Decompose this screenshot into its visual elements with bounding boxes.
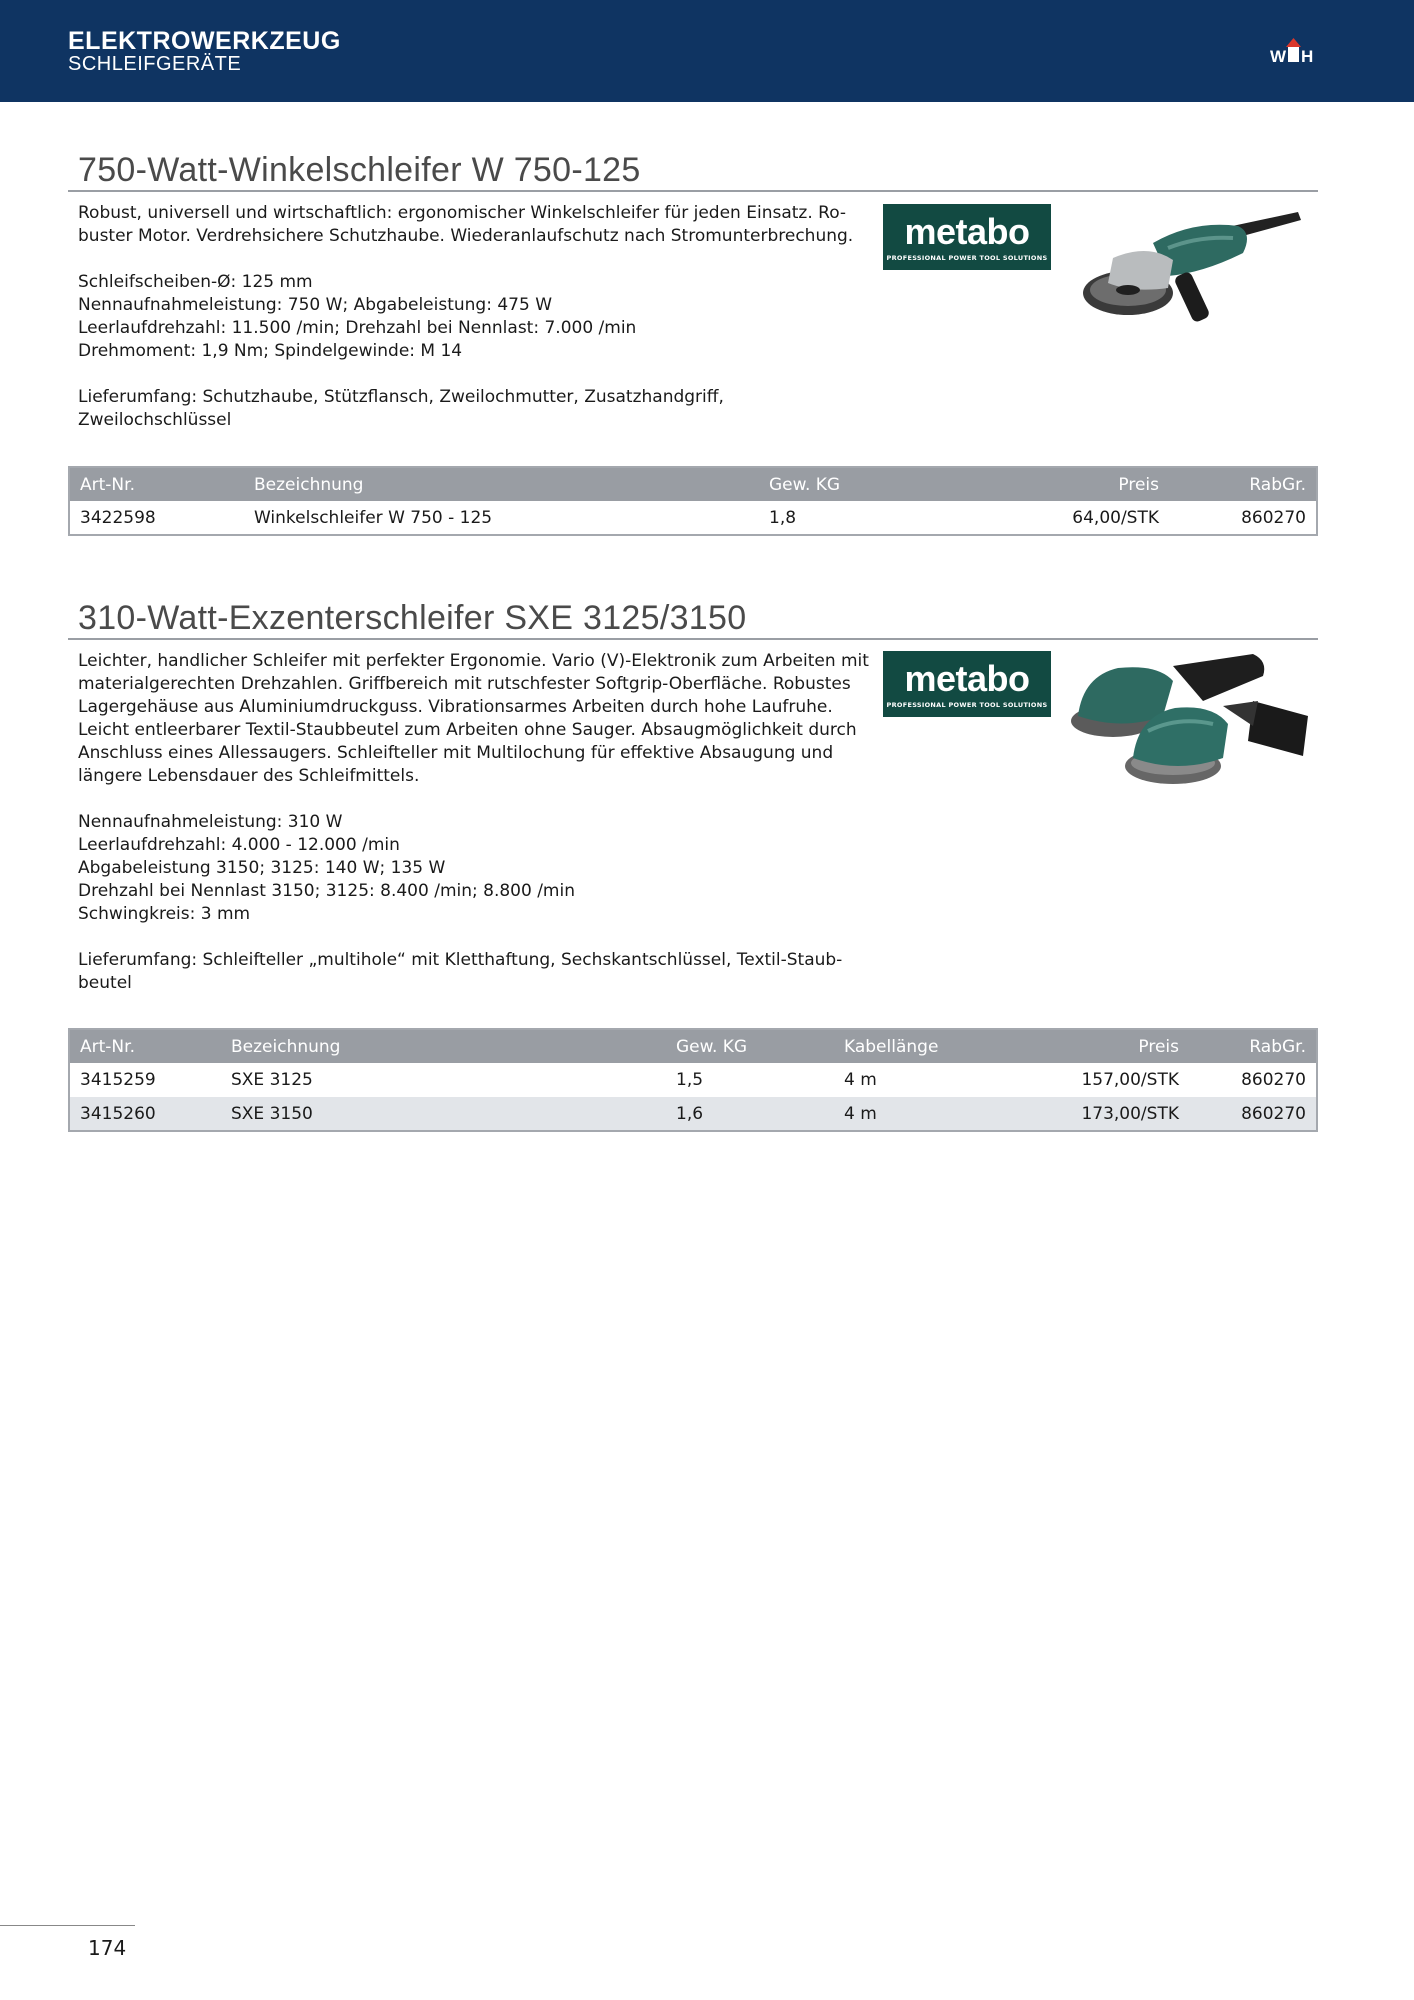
header-gewicht: Gew. KG [759, 467, 999, 501]
table-header-row [69, 467, 1317, 501]
cell-gewicht: 1,5 [666, 1063, 834, 1097]
metabo-logo [883, 204, 1051, 270]
product-title: 750-Watt-Winkelschleifer W 750-125 [68, 148, 1318, 192]
delivery-line: Lieferumfang: Schutzhaube, Stützflansch, Zweilochmutter, Zusatzhandgriff, [78, 387, 724, 407]
delivery-line: Lieferumfang: Schleifteller „multihole“ mit Kletthaftung, Sechskantschlüssel, Textil-Staub- [78, 950, 843, 970]
description-line: Leicht entleerbarer Textil-Staubbeutel zum Arbeiten ohne Sauger. Absaugmöglichkeit durch [78, 720, 857, 740]
cell-kabellaenge: 4 m [834, 1063, 1004, 1097]
svg-text:W: W [1270, 47, 1287, 66]
article-table [68, 466, 1318, 536]
description-line: längere Lebensdauer des Schleifmittels. [78, 766, 420, 786]
product-section-1 [68, 148, 1318, 540]
product-title: 310-Watt-Exzenterschleifer SXE 3125/3150 [68, 596, 1318, 640]
header-preis: Preis [999, 467, 1169, 501]
description-line: materialgerechten Drehzahlen. Griffbereich mit rutschfester Softgrip-Oberfläche. Robustes [78, 674, 851, 694]
angle-grinder-image [1073, 198, 1313, 338]
product-section-2 [68, 596, 1318, 1136]
cell-rabgr: 860270 [1189, 1097, 1317, 1131]
brand-name: metabo [904, 211, 1030, 252]
orbital-sander-image [1063, 646, 1313, 796]
cell-art-nr: 3415259 [69, 1063, 221, 1097]
header-kabellaenge: Kabellänge [834, 1029, 1004, 1063]
spec-line: Abgabeleistung 3150; 3125: 140 W; 135 W [78, 858, 446, 878]
header-gewicht: Gew. KG [666, 1029, 834, 1063]
category-title: ELEKTROWERKZEUG [68, 27, 341, 55]
description-line: Lagergehäuse aus Aluminiumdruckguss. Vibrationsarmes Arbeiten durch hohe Laufruhe. [78, 697, 833, 717]
spec-line: Drehzahl bei Nennlast 3150; 3125: 8.400 /min; 8.800 /min [78, 881, 575, 901]
cell-preis: 173,00/STK [1004, 1097, 1189, 1131]
description-line: Leichter, handlicher Schleifer mit perfekter Ergonomie. Vario (V)-Elektronik zum Arbeiten mit [78, 651, 869, 671]
description-line: Anschluss eines Allessaugers. Schleifteller mit Multilochung für effektive Absaugung und [78, 743, 834, 763]
cell-rabgr: 860270 [1169, 501, 1317, 535]
description-line: Robust, universell und wirtschaftlich: ergonomischer Winkelschleifer für jeden Einsatz. Ro- [78, 203, 847, 223]
header-bezeichnung: Bezeichnung [244, 467, 759, 501]
page-number: 174 [88, 1936, 127, 1960]
spec-line: Nennaufnahmeleistung: 750 W; Abgabeleistung: 475 W [78, 295, 553, 315]
footer-divider [0, 1925, 135, 1926]
spec-line: Drehmoment: 1,9 Nm; Spindelgewinde: M 14 [78, 341, 463, 361]
wh-logo-icon [1270, 36, 1320, 66]
table-row [69, 1097, 1317, 1131]
cell-art-nr: 3422598 [69, 501, 244, 535]
header-rabgr: RabGr. [1169, 467, 1317, 501]
delivery-line: beutel [78, 973, 132, 993]
metabo-logo [883, 651, 1051, 717]
table-header-row [69, 1029, 1317, 1063]
product-description [78, 202, 888, 432]
table-row [69, 501, 1317, 535]
header-preis: Preis [1004, 1029, 1189, 1063]
cell-preis: 157,00/STK [1004, 1063, 1189, 1097]
cell-bezeichnung: Winkelschleifer W 750 - 125 [244, 501, 759, 535]
header-art-nr: Art-Nr. [69, 1029, 221, 1063]
subcategory-title: SCHLEIFGERÄTE [68, 53, 242, 75]
product-description [78, 650, 888, 995]
spec-line: Nennaufnahmeleistung: 310 W [78, 812, 343, 832]
cell-bezeichnung: SXE 3125 [221, 1063, 666, 1097]
brand-claim: PROFESSIONAL POWER TOOL SOLUTIONS [886, 254, 1048, 262]
spec-line: Schleifscheiben-Ø: 125 mm [78, 272, 313, 292]
cell-rabgr: 860270 [1189, 1063, 1317, 1097]
brand-name: metabo [904, 658, 1030, 699]
page-header [0, 0, 1414, 102]
spec-line: Schwingkreis: 3 mm [78, 904, 251, 924]
spec-line: Leerlaufdrehzahl: 4.000 - 12.000 /min [78, 835, 400, 855]
cell-gewicht: 1,8 [759, 501, 999, 535]
brand-claim: PROFESSIONAL POWER TOOL SOLUTIONS [886, 701, 1048, 709]
header-bezeichnung: Bezeichnung [221, 1029, 666, 1063]
spec-line: Leerlaufdrehzahl: 11.500 /min; Drehzahl bei Nennlast: 7.000 /min [78, 318, 637, 338]
table-row [69, 1063, 1317, 1097]
svg-text:H: H [1301, 47, 1314, 66]
article-table [68, 1028, 1318, 1132]
cell-preis: 64,00/STK [999, 501, 1169, 535]
header-art-nr: Art-Nr. [69, 467, 244, 501]
cell-art-nr: 3415260 [69, 1097, 221, 1131]
header-rabgr: RabGr. [1189, 1029, 1317, 1063]
delivery-line: Zweilochschlüssel [78, 410, 232, 430]
description-line: buster Motor. Verdrehsichere Schutzhaube. Wiederanlaufschutz nach Stromunterbrechung. [78, 226, 854, 246]
cell-gewicht: 1,6 [666, 1097, 834, 1131]
cell-bezeichnung: SXE 3150 [221, 1097, 666, 1131]
cell-kabellaenge: 4 m [834, 1097, 1004, 1131]
